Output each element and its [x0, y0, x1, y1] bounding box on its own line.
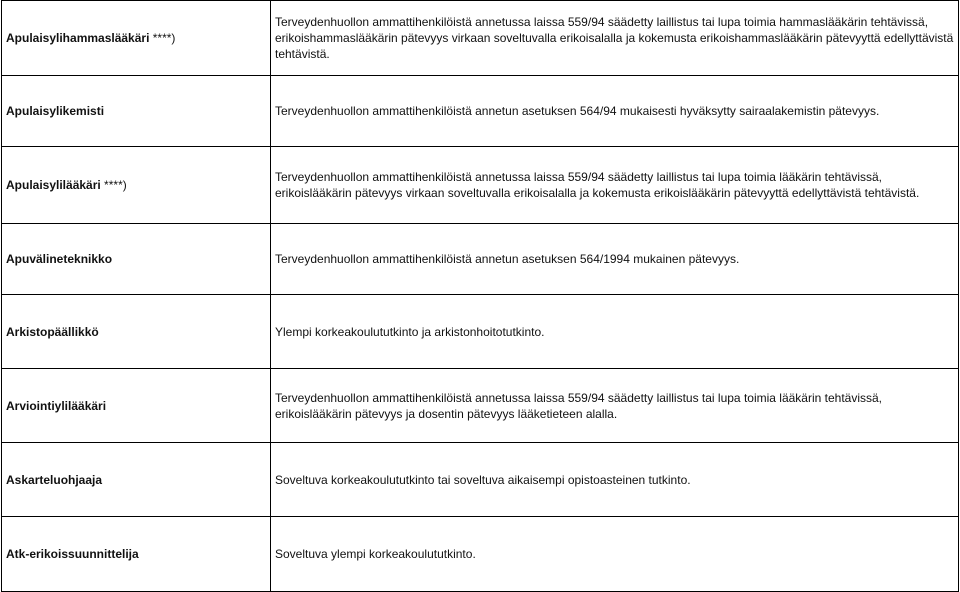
table-row — [2, 76, 959, 147]
position-title: Arkistopäällikkö — [6, 324, 99, 339]
qualification-description: Terveydenhuollon ammattihenkilöistä annetun asetuksen 564/94 mukaisesti hyväksytty sairaalakemistin pätevyys. — [271, 76, 959, 147]
position-title-cell — [2, 295, 271, 369]
position-title-cell — [2, 443, 271, 517]
qualification-description: Terveydenhuollon ammattihenkilöistä annetussa laissa 559/94 säädetty laillistus tai lupa toimia lääkärin tehtävissä, erikoislääkärin pätevyys virkaan soveltuvalla erikoisalalla ja kokemusta erikoislääkärin pätevyyttä edellyttävistä tehtävistä. — [271, 147, 959, 224]
qualification-description: Soveltuva korkeakoulututkinto tai soveltuva aikaisempi opistoasteinen tutkinto. — [271, 443, 959, 517]
footnote-marker: ****) — [100, 178, 127, 192]
table-row — [2, 224, 959, 295]
table-row — [2, 369, 959, 443]
qualification-description: Terveydenhuollon ammattihenkilöistä annetussa laissa 559/94 säädetty laillistus tai lupa toimia lääkärin tehtävissä, erikoislääkärin pätevyys ja dosentin pätevyys lääketieteen alalla. — [271, 369, 959, 443]
table-row — [2, 295, 959, 369]
position-title: Apulaisylikemisti — [6, 104, 105, 118]
qualification-description: Ylempi korkeakoulututkinto ja arkistonhoitotutkinto. — [271, 295, 959, 369]
table-row — [2, 443, 959, 517]
position-title-cell — [2, 224, 271, 295]
footnote-marker: ****) — [149, 31, 176, 45]
qualification-table-body — [2, 1, 959, 592]
position-title: Arviointiylilääkäri — [6, 398, 107, 413]
qualification-table — [1, 0, 959, 592]
position-title-cell — [2, 369, 271, 443]
qualification-description: Soveltuva ylempi korkeakoulututkinto. — [271, 517, 959, 592]
table-row — [2, 1, 959, 76]
position-title-cell — [2, 147, 271, 224]
table-row — [2, 147, 959, 224]
position-title-cell — [2, 517, 271, 592]
position-title-cell — [2, 76, 271, 147]
position-title: Apulaisylilääkäri — [6, 178, 101, 192]
position-title: Apulaisylihammaslääkäri — [6, 31, 150, 45]
table-row — [2, 517, 959, 592]
position-title: Atk-erikoissuunnittelija — [6, 547, 139, 561]
position-title-cell — [2, 1, 271, 76]
position-title: Askarteluohjaaja — [6, 472, 103, 487]
position-title: Apuvälineteknikko — [6, 252, 113, 266]
qualification-description: Terveydenhuollon ammattihenkilöistä annetussa laissa 559/94 säädetty laillistus tai lupa toimia hammaslääkärin tehtävissä, erikoishammaslääkärin pätevyys virkaan soveltuvalla erikoisalalla ja kokemusta erikoishammaslääkärin pätevyyttä edellyttävistä tehtävistä. — [271, 1, 959, 76]
qualification-description: Terveydenhuollon ammattihenkilöistä annetun asetuksen 564/1994 mukainen pätevyys. — [271, 224, 959, 295]
